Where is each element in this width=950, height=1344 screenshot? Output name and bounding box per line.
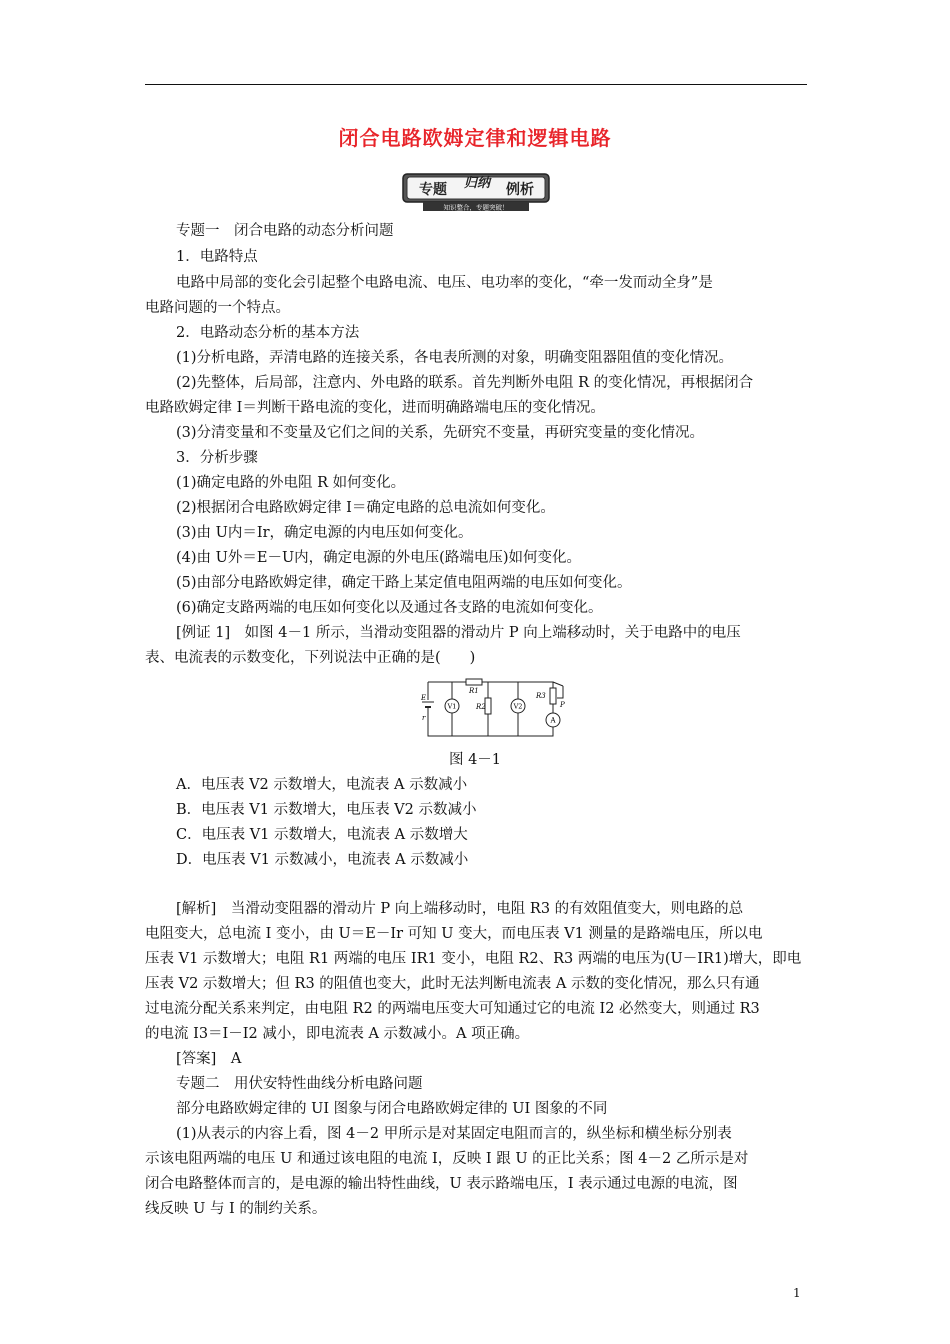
- circuit-diagram: [418, 676, 568, 742]
- label-V1: V1: [447, 702, 457, 711]
- text-line: 闭合电路整体而言的，是电源的输出特性曲线，U 表示路端电压，I 表示通过电源的电流，图: [145, 1176, 738, 1192]
- label-P: P: [560, 701, 565, 709]
- example-1-question: [例证 1] 如图 4－1 所示，当滑动变阻器的滑动片 P 向上端移动时，关于电路中的电压: [176, 625, 741, 641]
- svg-text:例析: 例析: [506, 182, 534, 198]
- subheading-circuit-features: 1．电路特点: [176, 249, 258, 265]
- svg-text:归纳: 归纳: [463, 176, 491, 191]
- topic-1-heading: 专题一 闭合电路的动态分析问题: [176, 223, 394, 239]
- label-A: A: [550, 716, 556, 725]
- subheading-basic-method: 2．电路动态分析的基本方法: [176, 325, 360, 341]
- answer: [答案] A: [176, 1051, 242, 1067]
- svg-text:专题: 专题: [419, 182, 447, 198]
- step-6: (6)确定支路两端的电压如何变化以及通过各支路的电流如何变化。: [176, 600, 603, 616]
- text-line: 部分电路欧姆定律的 UI 图象与闭合电路欧姆定律的 UI 图象的不同: [176, 1101, 608, 1117]
- label-R3: R3: [536, 692, 546, 700]
- option-c: C．电压表 V1 示数增大，电流表 A 示数增大: [176, 827, 468, 843]
- text-line: 电路中局部的变化会引起整个电路电流、电压、电功率的变化，“牵一发而动全身”是: [176, 275, 713, 291]
- analysis-line: 的电流 I3＝I－I2 减小，即电流表 A 示数减小。A 项正确。: [145, 1026, 530, 1042]
- text-line: (3)分清变量和不变量及它们之间的关系，先研究不变量，再研究变量的变化情况。: [176, 425, 705, 441]
- example-1-question-cont: 表、电流表的示数变化，下列说法中正确的是( ): [145, 650, 476, 666]
- section-badge: [399, 168, 553, 212]
- step-4: (4)由 U外＝E－U内，确定电源的外电压(路端电压)如何变化。: [176, 550, 581, 566]
- text-line: (1)分析电路，弄清电路的连接关系，各电表所测的对象，明确变阻器阻值的变化情况。: [176, 350, 734, 366]
- label-E: E: [421, 694, 427, 702]
- analysis-line: 压表 V1 示数增大；电阻 R1 两端的电压 IR1 变小，电阻 R2、R3 两端的电压为(U－IR1)增大，即电: [145, 951, 802, 967]
- label-R2: R2: [476, 703, 486, 711]
- text-line: 示该电阻两端的电压 U 和通过该电阻的电流 I，反映 I 跟 U 的正比关系；图 4－2 乙所示是对: [145, 1151, 749, 1167]
- text-line: 电路问题的一个特点。: [145, 300, 290, 316]
- topic-2-heading: 专题二 用伏安特性曲线分析电路问题: [176, 1076, 423, 1092]
- figure-caption: 图 4－1: [448, 752, 502, 768]
- text-line: 电路欧姆定律 I＝判断干路电流的变化，进而明确路端电压的变化情况。: [145, 400, 605, 416]
- option-a: A．电压表 V2 示数增大，电流表 A 示数减小: [176, 777, 468, 793]
- analysis-line: 压表 V2 示数增大；但 R3 的阻值也变大，此时无法判断电流表 A 示数的变化情况，那么只有通: [145, 976, 760, 992]
- analysis-line: 电阻变大，总电流 I 变小，由 U＝E－Ir 可知 U 变大，而电压表 V1 测量的是路端电压，所以电: [145, 926, 763, 942]
- analysis-line: 过电流分配关系来判定，由电阻 R2 的两端电压变大可知通过它的电流 I2 必然变大，则通过 R3: [145, 1001, 760, 1017]
- step-2: (2)根据闭合电路欧姆定律 I＝确定电路的总电流如何变化。: [176, 500, 555, 516]
- option-d: D．电压表 V1 示数减小，电流表 A 示数减小: [176, 852, 469, 868]
- option-b: B．电压表 V1 示数增大，电压表 V2 示数减小: [176, 802, 477, 818]
- svg-text:知识整合，专题突破！: 知识整合，专题突破！: [443, 203, 509, 212]
- header-rule: [145, 84, 807, 85]
- label-V2: V2: [513, 702, 523, 711]
- text-line: (1)从表示的内容上看，图 4－2 甲所示是对某固定电阻而言的，纵坐标和横坐标分别表: [176, 1126, 732, 1142]
- text-line: 线反映 U 与 I 的制约关系。: [145, 1201, 327, 1217]
- page-title: 闭合电路欧姆定律和逻辑电路: [338, 126, 612, 150]
- step-3: (3)由 U内＝Ir，确定电源的内电压如何变化。: [176, 525, 473, 541]
- page-number: 1: [793, 1286, 801, 1300]
- analysis-line: [解析] 当滑动变阻器的滑动片 P 向上端移动时，电阻 R3 的有效阻值变大，则电路的总: [176, 901, 744, 917]
- subheading-steps: 3．分析步骤: [176, 450, 258, 466]
- label-r: r: [422, 714, 426, 722]
- label-R1: R1: [469, 687, 479, 695]
- step-1: (1)确定电路的外电阻 R 如何变化。: [176, 475, 406, 491]
- text-line: (2)先整体，后局部，注意内、外电路的联系。首先判断外电阻 R 的变化情况，再根据闭合: [176, 375, 754, 391]
- step-5: (5)由部分电路欧姆定律，确定干路上某定值电阻两端的电压如何变化。: [176, 575, 632, 591]
